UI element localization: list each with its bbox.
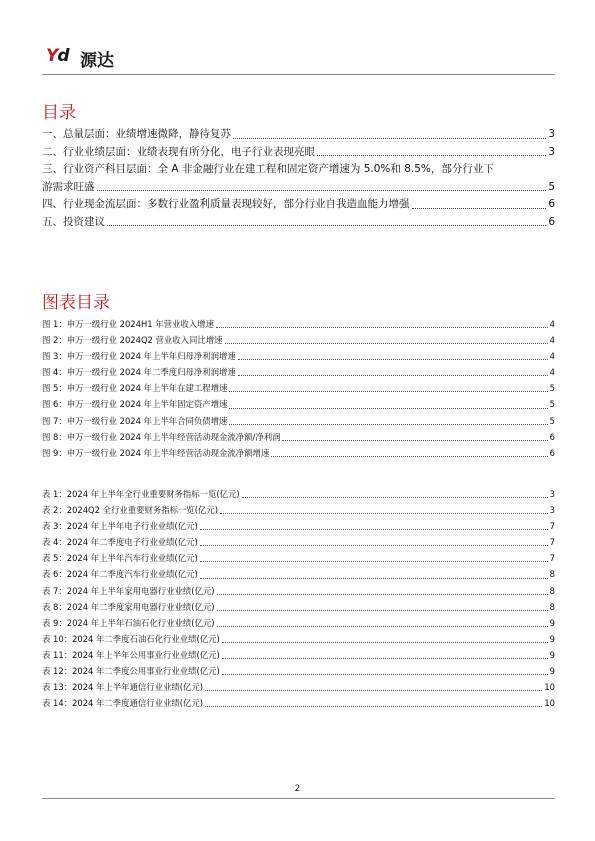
table-list <box>42 486 555 711</box>
table-list-item[interactable]: 表 5：2024 年上半年汽车行业业绩(亿元) 7 <box>42 553 555 564</box>
brand-logo-icon: Yd <box>46 46 69 66</box>
header-divider <box>42 74 555 75</box>
table-list-item[interactable]: 表 9：2024 年上半年石油石化行业业绩(亿元) 9 <box>42 617 555 628</box>
table-list-item[interactable]: 表 1：2024 年上半年全行业重要财务指标一览(亿元) 3 <box>42 489 555 499</box>
table-list-item[interactable]: 表 7：2024 年上半年家用电器行业业绩(亿元) 8 <box>42 585 555 596</box>
toc-list <box>42 126 555 231</box>
toc-item[interactable]: 三、行业资产科目层面：全 A 非金融行业在建工程和固定资产增速为 5.0%和 8.5%，部分行业下 游需求旺盛 5 <box>42 163 555 193</box>
toc-item[interactable]: 四、行业现金流层面：多数行业盈利质量表现较好，部分行业自我造血能力增强 6 <box>42 198 555 210</box>
figure-list-item[interactable]: 图 1：申万一级行业 2024H1 年营业收入增速 4 <box>42 319 555 329</box>
figure-list <box>42 316 555 461</box>
toc-item[interactable]: 一、总量层面：业绩增速微降，静待复苏 3 <box>42 128 555 140</box>
figure-list-item[interactable]: 图 2：申万一级行业 2024Q2 营业收入同比增速 4 <box>42 335 555 346</box>
figure-list-item[interactable]: 图 8：申万一级行业 2024 年上半年经营活动现金流净额/净利润 6 <box>42 431 555 442</box>
figure-list-item[interactable]: 图 4：申万一级行业 2024 年二季度归母净利润增速 4 <box>42 367 555 378</box>
table-list-item[interactable]: 表 2：2024Q2 全行业重要财务指标一览(亿元) 3 <box>42 505 555 516</box>
toc-item[interactable]: 二、行业业绩层面：业绩表现有所分化，电子行业表现亮眼 3 <box>42 145 555 158</box>
table-list-item[interactable]: 表 11：2024 年上半年公用事业行业业绩(亿元) 9 <box>42 649 555 660</box>
page-number: 2 <box>294 784 301 794</box>
table-list-item[interactable]: 表 8：2024 年二季度家用电器行业业绩(亿元) 8 <box>42 601 555 612</box>
brand-name: 源达 <box>80 51 114 71</box>
table-list-item[interactable]: 表 14：2024 年二季度通信行业业绩(亿元) 10 <box>42 698 555 709</box>
figure-list-item[interactable]: 图 5：申万一级行业 2024 年上半年在建工程增速 5 <box>42 383 555 394</box>
toc-item[interactable]: 五、投资建议 6 <box>42 215 555 228</box>
figure-list-item[interactable]: 图 3：申万一级行业 2024 年上半年归母净利润增速 4 <box>42 351 555 362</box>
table-list-item[interactable]: 表 12：2024 年二季度公用事业行业业绩(亿元) 9 <box>42 666 555 677</box>
table-list-item[interactable]: 表 13：2024 年上半年通信行业业绩(亿元) 10 <box>42 682 555 693</box>
footer-divider <box>42 798 555 799</box>
figure-list-item[interactable]: 图 6：申万一级行业 2024 年上半年固定资产增速 5 <box>42 399 555 410</box>
table-list-item[interactable]: 表 10：2024 年二季度石油石化行业业绩(亿元) 9 <box>42 633 555 644</box>
table-list-item[interactable]: 表 3：2024 年上半年电子行业业绩(亿元) 7 <box>42 521 555 532</box>
figure-list-item[interactable]: 图 7：申万一级行业 2024 年上半年合同负债增速 5 <box>42 415 555 426</box>
figure-list-item[interactable]: 图 9：申万一级行业 2024 年上半年经营活动现金流净额增速 6 <box>42 447 555 458</box>
table-list-item[interactable]: 表 6：2024 年二季度汽车行业业绩(亿元) 8 <box>42 569 555 580</box>
page-header <box>46 44 551 74</box>
toc-title: 目录 <box>42 103 76 123</box>
figures-title: 图表目录 <box>42 293 110 313</box>
table-list-item[interactable]: 表 4：2024 年二季度电子行业业绩(亿元) 7 <box>42 537 555 548</box>
